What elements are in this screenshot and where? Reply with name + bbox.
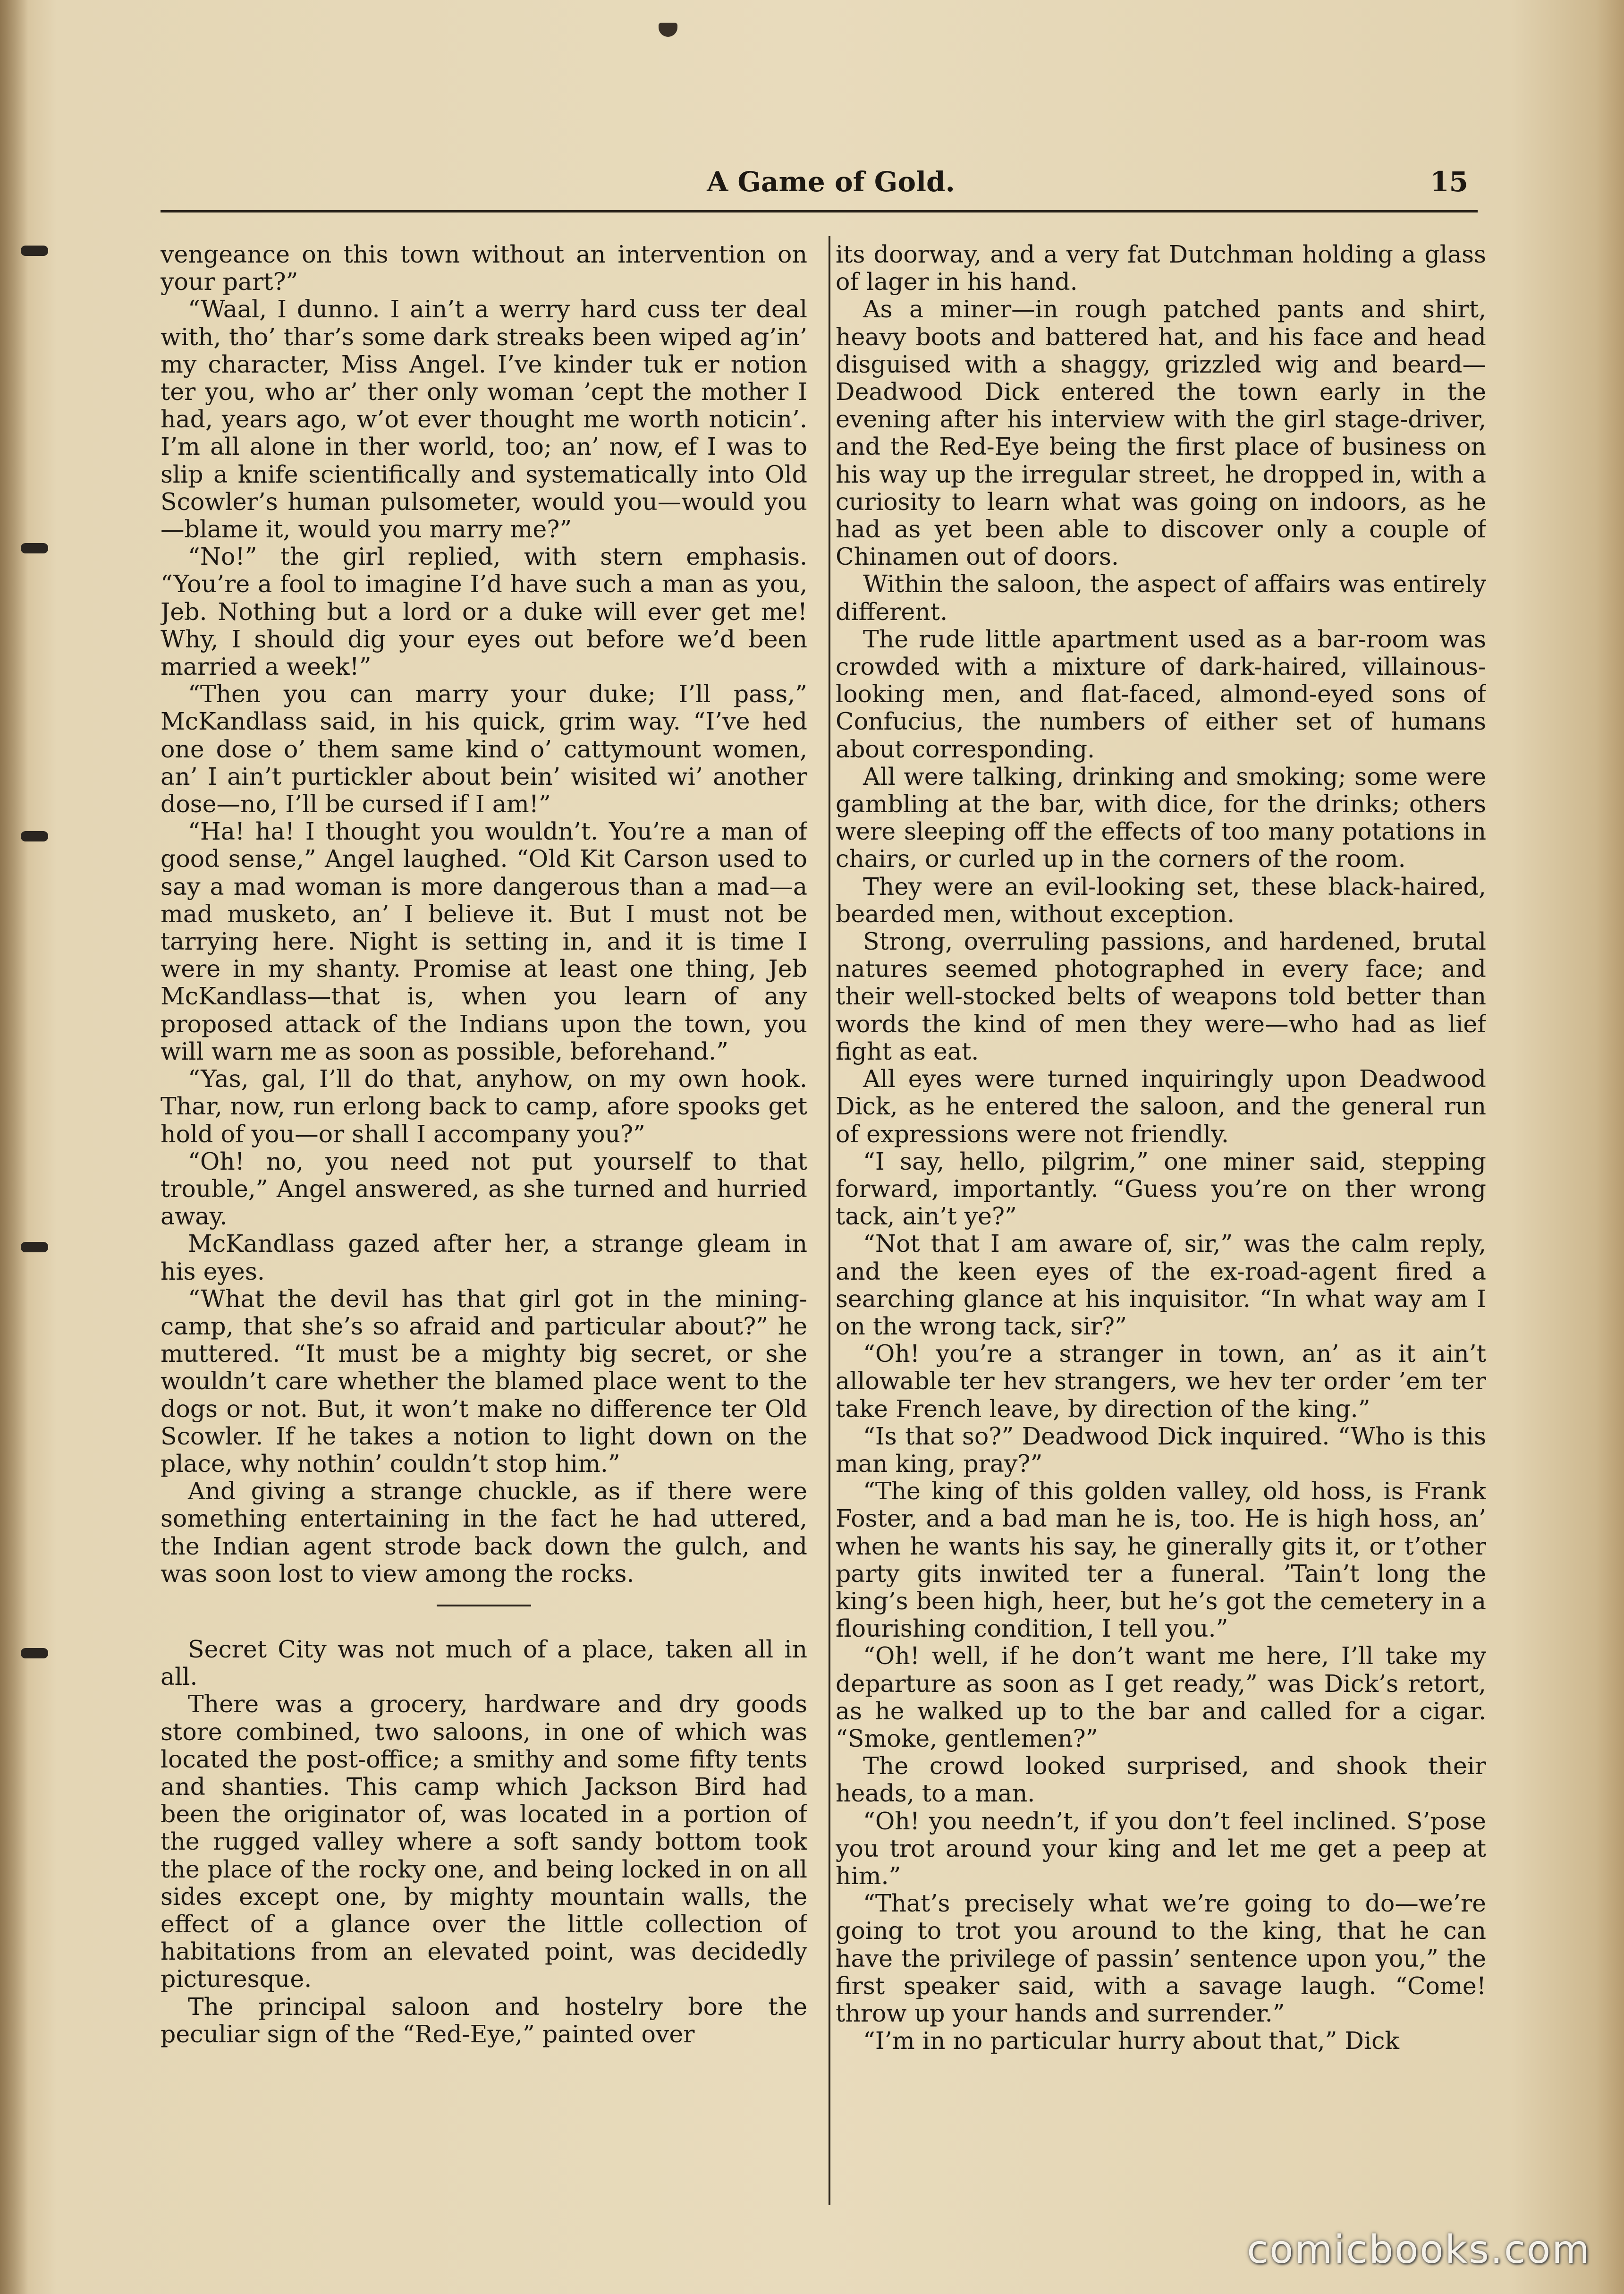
binding-stitch: [21, 831, 48, 841]
binding-stitch: [21, 246, 48, 256]
paragraph: “I’m in no particular hurry about that,” Dick: [863, 2027, 1400, 2055]
paragraph: Secret City was not much of a place, taken all in all.: [161, 1635, 807, 1691]
running-head: [161, 163, 1478, 205]
paragraph: its doorway, and a very fat Dutchman holding a glass of lager in his hand.: [836, 241, 1486, 296]
paragraph: “Yas, gal, I’ll do that, anyhow, on my own hook. Thar, now, run erlong back to camp, afore spooks get hold of you—or shall I accompany you?”: [161, 1065, 807, 1148]
paragraph: “What the devil has that girl got in the mining-camp, that she’s so afraid and particular about?” he muttered. “It must be a mighty big secret, or she wouldn’t care whether the blamed place went to the dogs or not. But, it won’t make no difference ter Old Scowler. If he takes a notion to light down on the place, why nothin’ couldn’t stop him.”: [161, 1284, 807, 1478]
paragraph: “Waal, I dunno. I ain’t a werry hard cuss ter deal with, tho’ thar’s some dark streaks been wiped ag’in’ my character, Miss Angel. I’ve kinder tuk er notion ter you, who ar’ ther only woman ’cept the mother I had, years ago, w’ot ever thought me worth noticin’. I’m all alone in ther world, too; an’ now, ef I was to slip a knife scientifically and systematically into Old Scowler’s human pulsometer, would you—would you—blame it, would you marry me?”: [161, 295, 807, 544]
paragraph: Within the saloon, the aspect of affairs was entirely different.: [836, 570, 1486, 626]
paragraph: “Oh! no, you need not put yourself to that trouble,” Angel answered, as she turned and hurried away.: [161, 1147, 807, 1231]
binding-shadow: [0, 0, 28, 2294]
paragraph: “No!” the girl replied, with stern emphasis. “You’re a fool to imagine I’d have such a man as you, Jeb. Nothing but a lord or a duke will ever get me! Why, I should dig your eyes out before we’d been married a week!”: [161, 543, 807, 681]
header-rule: [161, 210, 1478, 212]
binding-stitch: [21, 1648, 48, 1658]
section-break-rule: [437, 1605, 531, 1606]
paragraph: “Oh! well, if he don’t want me here, I’ll take my departure as soon as I get ready,” was Dick’s retort, as he walked up to the bar and called for a cigar. “Smoke, gentlemen?”: [836, 1642, 1486, 1752]
paragraph: “I say, hello, pilgrim,” one miner said, stepping forward, importantly. “Guess you’re on ther wrong tack, ain’t ye?”: [836, 1147, 1486, 1231]
paragraph: vengeance on this town without an intervention on your part?”: [161, 241, 807, 296]
paragraph: And giving a strange chuckle, as if there were something entertaining in the fact he had uttered, the Indian agent strode back down the gulch, and was soon lost to view among the rocks.: [161, 1477, 807, 1588]
paragraph: “Not that I am aware of, sir,” was the calm reply, and the keen eyes of the ex-road-agent fired a searching glance at his inquisitor. “In what way am I on the wrong tack, sir?”: [836, 1230, 1486, 1340]
column-divider: [829, 236, 830, 2205]
site-watermark: comicbooks.com: [1247, 2227, 1591, 2272]
paragraph: They were an evil-looking set, these black-haired, bearded men, without exception.: [836, 872, 1486, 928]
paragraph: The principal saloon and hostelry bore the peculiar sign of the “Red-Eye,” painted over: [161, 1992, 807, 2048]
paragraph: “The king of this golden valley, old hoss, is Frank Foster, and a bad man he is, too. He is high hoss, an’ when he wants his say, he ginerally gits it, or t’other party gits inwited ter a funeral. ’Tain’t long the king’s been high, heer, but he’s got the cemetery in a flourishing condition, I tell you.”: [836, 1477, 1486, 1643]
paragraph: McKandlass gazed after her, a strange gleam in his eyes.: [161, 1230, 807, 1285]
paragraph: “Oh! you’re a stranger in town, an’ as it ain’t allowable ter hev strangers, we hev ter order ’em ter take French leave, by direction of the king.”: [836, 1340, 1486, 1423]
binding-stitch: [21, 1242, 48, 1252]
paragraph: The crowd looked surprised, and shook their heads, to a man.: [836, 1752, 1486, 1808]
binding-stitch: [21, 543, 48, 553]
paragraph: “Then you can marry your duke; I’ll pass,” McKandlass said, in his quick, grim way. “I’ve hed one dose o’ them same kind o’ cattymount women, an’ I ain’t purtickler about bein’ wisited wi’ another dose—no, I’ll be cursed if I am!”: [161, 680, 807, 818]
paragraph: “Is that so?” Deadwood Dick inquired. “Who is this man king, pray?”: [836, 1422, 1486, 1478]
paragraph: There was a grocery, hardware and dry goods store combined, two saloons, in one of which was located the post-office; a smithy and some fifty tents and shanties. This camp which Jackson Bird had been the originator of, was located in a portion of the rugged valley where a soft sandy bottom took the place of the rocky one, and being locked in on all sides except one, by mighty mountain walls, the effect of a glance over the little collection of habitations from an elevated point, was decidedly picturesque.: [161, 1690, 807, 1993]
paragraph: Strong, overruling passions, and hardened, brutal natures seemed photographed in every face; and their well-stocked belts of weapons told better than words the kind of men they were—who had as lief fight as eat.: [836, 927, 1486, 1065]
paragraph: As a miner—in rough patched pants and shirt, heavy boots and battered hat, and his face and head disguised with a shaggy, grizzled wig and beard—Deadwood Dick entered the town early in the evening after his interview with the girl stage-driver, and the Red-Eye being the first place of business on his way up the irregular street, he dropped in, with a curiosity to learn what was going on indoors, as he had as yet been able to discover only a couple of Chinamen out of doors.: [836, 295, 1486, 571]
paragraph: “That’s precisely what we’re going to do—we’re going to trot you around to the king, that he can have the privilege of passin’ sentence upon you,” the first speaker said, with a savage laugh. “Come! throw up your hands and surrender.”: [836, 1889, 1486, 2027]
paragraph: “Ha! ha! I thought you wouldn’t. You’re a man of good sense,” Angel laughed. “Old Kit Carson used to say a mad woman is more dangerous than a mad—a mad musketo, an’ I believe it. But I must not be tarrying here. Night is setting in, and it is time I were in my shanty. Promise at least one thing, Jeb McKandlass—that is, when you learn of any proposed attack of the Indians upon the town, you will warn me as soon as possible, beforehand.”: [161, 817, 807, 1065]
page-title: A Game of Gold.: [707, 166, 955, 198]
paragraph: All were talking, drinking and smoking; some were gambling at the bar, with dice, for the drinks; others were sleeping off the effects of too many potations in chairs, or curled up in the corners of the room.: [836, 762, 1486, 873]
right-column: [836, 241, 1486, 2201]
paragraph: All eyes were turned inquiringly upon Deadwood Dick, as he entered the saloon, and the general run of expressions were not friendly.: [836, 1065, 1486, 1148]
page-number: 15: [1430, 166, 1468, 198]
paragraph: “Oh! you needn’t, if you don’t feel inclined. S’pose you trot around your king and let me get a peep at him.”: [836, 1807, 1486, 1890]
left-column: [161, 241, 807, 2201]
paragraph: The rude little apartment used as a bar-room was crowded with a mixture of dark-haired, villainous-looking men, and flat-faced, almond-eyed sons of Confucius, the numbers of either set of humans about corresponding.: [836, 625, 1486, 763]
